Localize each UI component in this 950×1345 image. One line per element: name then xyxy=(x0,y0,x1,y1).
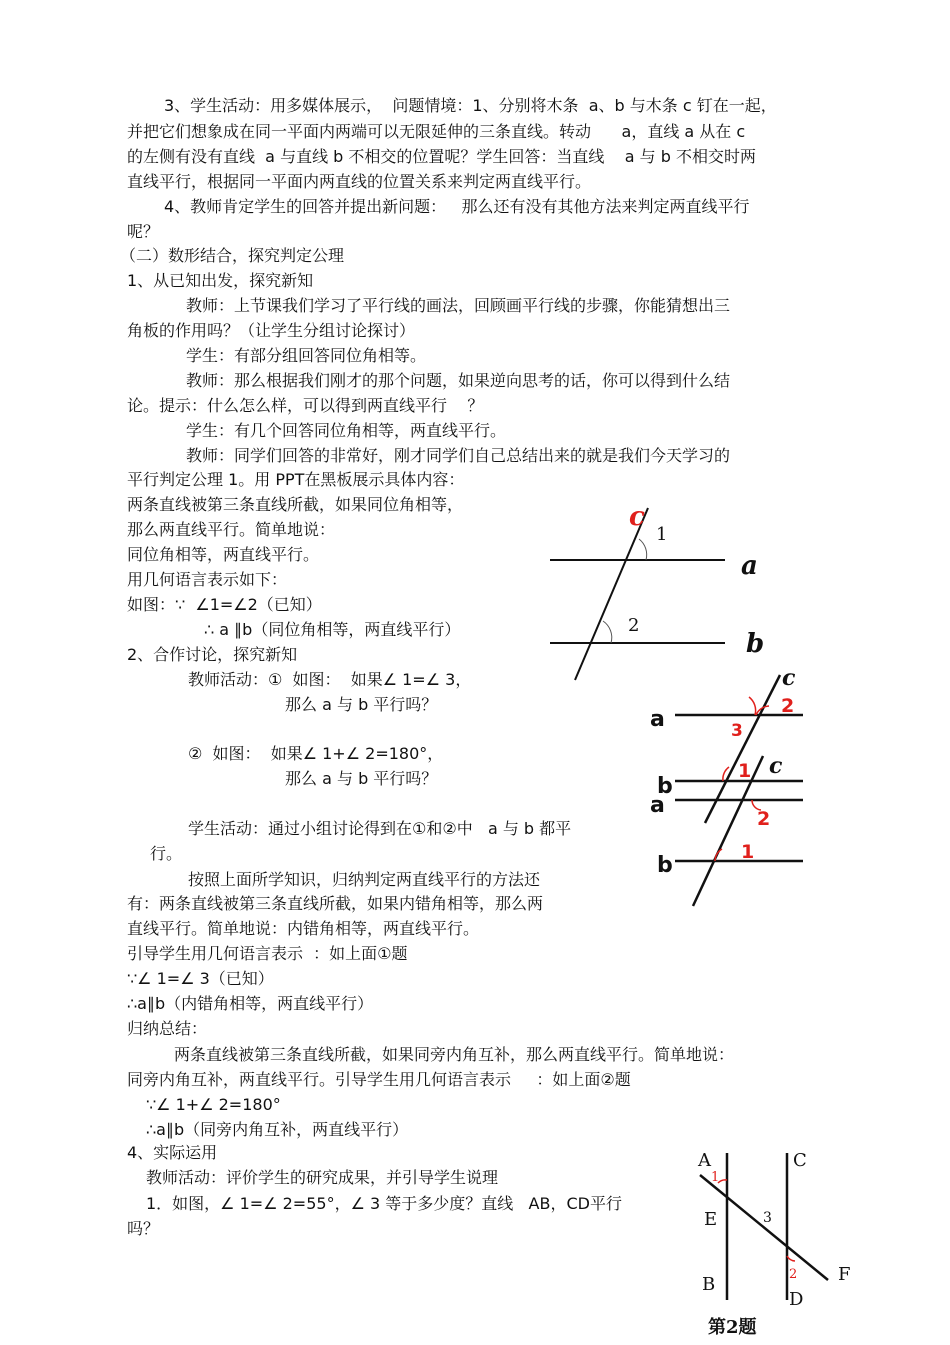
line-b-label: b xyxy=(657,853,673,878)
point-a-label: A xyxy=(698,1150,711,1171)
line-a-label: a xyxy=(741,551,758,581)
angle-2-label: 2 xyxy=(781,695,795,717)
line-c-label: c xyxy=(769,753,783,779)
text-line: 吗？ xyxy=(127,1219,160,1238)
text-line: 用几何语言表示如下： xyxy=(127,570,288,589)
text-line: ∵∠ 1=∠ 3（已知） xyxy=(127,969,274,988)
text-line: 呢？ xyxy=(127,222,160,241)
line-a-label: a xyxy=(650,707,665,732)
text-line: 学生：有几个回答同位角相等，两直线平行。 xyxy=(186,421,507,440)
text-line: 教师：同学们回答的非常好，刚才同学们自己总结出来的就是我们今天学习的 xyxy=(186,446,731,465)
text-line: ② 如图： 如果∠ 1+∠ 2=180°， xyxy=(188,744,444,763)
line-c-label: c xyxy=(782,665,796,691)
text-line: 同位角相等，两直线平行。 xyxy=(127,545,320,564)
line-c-label: c xyxy=(629,502,645,532)
text-line: 教师活动：评价学生的研究成果，并引导学生说理 xyxy=(146,1168,499,1187)
line-a-label: a xyxy=(650,793,665,818)
text-line: 那么 a 与 b 平行吗？ xyxy=(285,769,438,788)
text-line: 那么 a 与 b 平行吗？ xyxy=(285,695,438,714)
figure-problem-2 xyxy=(690,1140,870,1345)
angle-1-label: 1 xyxy=(656,524,668,545)
text-line: 4、教师肯定学生的回答并提出新问题： 那么还有没有其他方法来判定两直线平行 xyxy=(164,197,750,216)
angle-3-label: 3 xyxy=(731,721,743,741)
text-line: 引导学生用几何语言表示 ：如上面①题 xyxy=(127,944,408,963)
point-b-label: B xyxy=(702,1274,716,1295)
figure-caption: 第2题 xyxy=(708,1317,757,1338)
text-line: 教师：那么根据我们刚才的那个问题，如果逆向思考的话，你可以得到什么结 xyxy=(186,371,731,390)
subsection-heading: 1、从已知出发，探究新知 xyxy=(127,271,314,290)
angle-2-label: 2 xyxy=(789,1267,798,1282)
text-line: ∴a∥b（内错角相等，两直线平行） xyxy=(127,994,374,1013)
text-line: 教师活动：① 如图： 如果∠ 1=∠ 3， xyxy=(188,670,472,689)
text-line: 教师：上节课我们学习了平行线的画法，回顾画平行线的步骤，你能猜想出三 xyxy=(186,296,731,315)
text-line: ∵∠ 1+∠ 2=180° xyxy=(146,1095,281,1114)
text-line: 学生活动：通过小组讨论得到在①和②中 a 与 b 都平 xyxy=(188,819,572,838)
figure-co-interior-angles xyxy=(645,748,815,910)
text-line: 3、学生活动：用多媒体展示， 问题情境：1、分别将木条 a、b 与木条 c 钉在一起， xyxy=(164,96,777,115)
angle-3-label: 3 xyxy=(763,1210,772,1226)
line-b-label: b xyxy=(746,629,765,659)
text-line: 行。 xyxy=(150,844,183,863)
text-line: 两条直线被第三条直线所截，如果同位角相等， xyxy=(127,495,464,514)
text-line: 角板的作用吗？（让学生分组讨论探讨） xyxy=(127,321,416,340)
point-f-label: F xyxy=(838,1264,851,1285)
figure-corresponding-angles xyxy=(545,500,775,690)
text-line: 同旁内角互补，两直线平行。引导学生用几何语言表示 ：如上面②题 xyxy=(127,1070,631,1089)
text-line: 论。提示：什么怎么样，可以得到两直线平行 ？ xyxy=(127,396,484,415)
text-line: 有：两条直线被第三条直线所截，如果内错角相等，那么两 xyxy=(127,894,544,913)
text-line: 并把它们想象成在同一平面内两端可以无限延伸的三条直线。转动 a，直线 a 从在 c xyxy=(127,122,746,141)
text-line: 1．如图，∠ 1=∠ 2=55°，∠ 3 等于多少度？直线 AB，CD平行 xyxy=(146,1194,622,1213)
angle-1-label: 1 xyxy=(741,841,755,863)
text-line: 那么两直线平行。简单地说： xyxy=(127,520,336,539)
text-line: ∴a∥b（同旁内角互补，两直线平行） xyxy=(146,1120,409,1139)
section-heading: （二）数形结合，探究判定公理 xyxy=(120,246,345,265)
line-b-label: b xyxy=(657,774,673,799)
text-line: 归纳总结： xyxy=(127,1019,208,1038)
subsection-heading: 2、合作讨论，探究新知 xyxy=(127,645,298,664)
text-line: 如图：∵ ∠1=∠2（已知） xyxy=(127,595,322,614)
text-line: 两条直线被第三条直线所截，如果同旁内角互补，那么两直线平行。简单地说： xyxy=(174,1045,735,1064)
text-line: 直线平行，根据同一平面内两直线的位置关系来判定两直线平行。 xyxy=(127,172,592,191)
text-line: ∴ a ∥b（同位角相等，两直线平行） xyxy=(204,620,461,639)
subsection-heading: 4、实际运用 xyxy=(127,1143,218,1162)
angle-1-label: 1 xyxy=(738,760,752,782)
point-c-label: C xyxy=(793,1150,807,1171)
text-line: 按照上面所学知识，归纳判定两直线平行的方法还 xyxy=(188,870,541,889)
angle-1-label: 1 xyxy=(711,1170,720,1185)
text-line: 直线平行。简单地说：内错角相等，两直线平行。 xyxy=(127,919,480,938)
point-d-label: D xyxy=(789,1289,804,1310)
angle-2-label: 2 xyxy=(628,615,640,636)
text-line: 学生：有部分组回答同位角相等。 xyxy=(186,346,427,365)
angle-2-label: 2 xyxy=(757,808,771,830)
text-line: 的左侧有没有直线 a 与直线 b 不相交的位置呢？学生回答：当直线 a 与 b 不相交时两 xyxy=(127,147,756,166)
text-line: 平行判定公理 1。用 PPT在黑板展示具体内容： xyxy=(127,470,465,489)
point-e-label: E xyxy=(704,1209,718,1230)
